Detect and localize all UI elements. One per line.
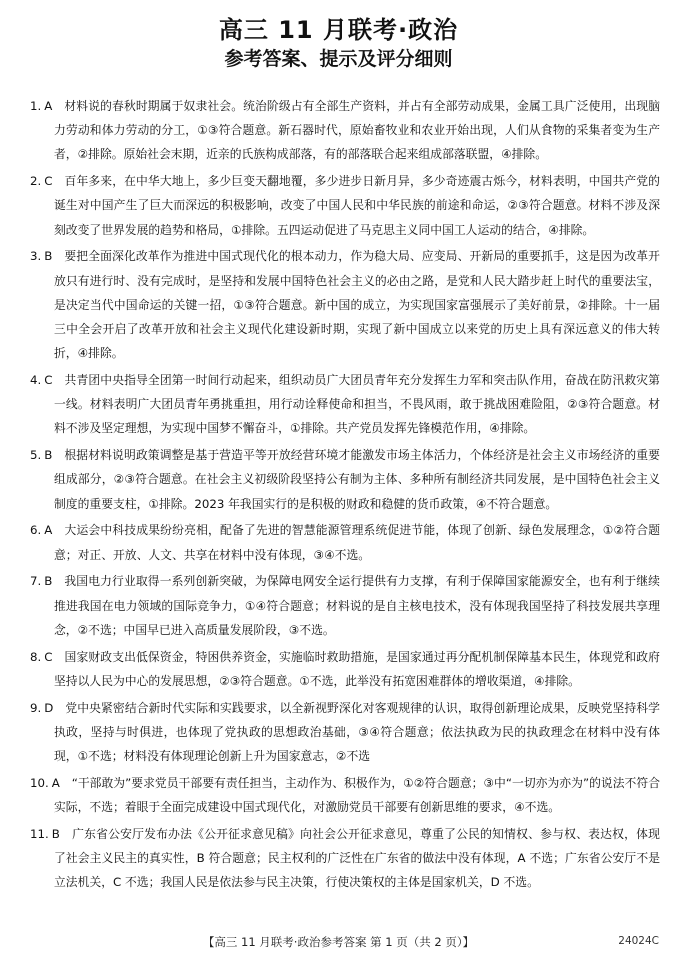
answer-explanation: 广东省公安厅发布办法《公开征求意见稿》向社会公开征求意见，尊重了公民的知情权、参与权、表达权，体现了社会主义民主的真实性，B 符合题意；民主权利的广泛性在广东省的做法中没有体现，A 不选；广东省公安厅不是立法机关，C 不选；我国人民是依法参与民主决策，行使决策权的主体是国家机关，D 不选。: [54, 826, 660, 890]
document-code: 24024C: [618, 935, 659, 947]
page-title: 高三 11 月联考·政治: [218, 16, 459, 44]
answer-item: [30, 771, 660, 819]
question-number: 5.: [30, 448, 42, 463]
question-number: 9.: [30, 700, 42, 715]
answer-explanation: 党中央紧密结合新时代实际和实践要求，以全新视野深化对客观规律的认识，取得创新理论成果，反映党坚持科学执政，坚持与时俱进，也体现了党执政的思想政治基础，③④符合题意；依法执政为民的执政理念在材料中没有体现，①不选；材料没有体现理论创新上升为国家意志，②不选: [54, 700, 660, 764]
answer-choice: C: [44, 174, 53, 189]
answer-explanation: 国家财政支出低保资金，特困供养资金，实施临时救助措施，是国家通过再分配机制保障基本民生，体现党和政府坚持以人民为中心的发展思想，②③符合题意。①不选，此举没有拓宽困难群体的增收渠道，④排除。: [54, 649, 660, 688]
question-number: 1.: [30, 99, 42, 113]
question-number: 8.: [30, 649, 42, 664]
page-subtitle: 参考答案、提示及评分细则: [224, 48, 453, 70]
answer-choice: B: [44, 574, 53, 589]
answer-item: [30, 822, 660, 895]
answer-choice: B: [51, 826, 60, 841]
answer-choice: C: [44, 649, 53, 664]
page-footer: 【高三 11 月联考·政治参考答案 第 1 页（共 2 页）】: [202, 935, 475, 949]
answer-item: [30, 518, 660, 566]
answer-item: [30, 696, 660, 769]
answers-list: [30, 94, 660, 897]
question-number: 10.: [30, 775, 49, 790]
answer-explanation: 我国电力行业取得一系列创新突破，为保障电网安全运行提供有力支撑，有利于保障国家能源安全，也有利于继续推进我国在电力领域的国际竞争力，①④符合题意；材料说的是自主核电技术，没有体现我国坚持了科技发展共享理念，②不选；中国早已进入高质量发展阶段，③不选。: [54, 574, 660, 637]
answer-choice: A: [51, 775, 60, 790]
answer-choice: B: [44, 249, 53, 264]
answer-item: [30, 94, 660, 167]
answer-item: [30, 169, 660, 242]
answer-explanation: 大运会中科技成果纷纷亮相，配备了先进的智慧能源管理系统促进节能，体现了创新、绿色发展理念，①②符合题意；对正、开放、人文、共享在材料中没有体现，③④不选。: [54, 523, 660, 562]
answer-item: [30, 645, 660, 693]
answer-explanation: 要把全面深化改革作为推进中国式现代化的根本动力，作为稳大局、应变局、开新局的重要抓手，这是因为改革开放只有进行时、没有完成时，是坚持和发展中国特色社会主义的必由之路，是党和人民大踏步赶上时代的重要法宝，是决定当代中国命运的关键一招，①③符合题意。新中国的成立，为实现国家富强展示了美好前景，②排除。十一届三中全会开启了改革开放和社会主义现代化建设新时期，实现了新中国成立以来党的历史上具有深远意义的伟大转折，④排除。: [54, 249, 660, 361]
answer-explanation: 根据材料说明政策调整是基于营造平等开放经营环境才能激发市场主体活力，个体经济是社会主义市场经济的重要组成部分，②③符合题意。在社会主义初级阶段坚持公有制为主体、多种所有制经济共同发展，是中国特色社会主义制度的重要支柱，①排除。2023 年我国实行的是积极的财政和稳健的货币政策，④不符合题意。: [54, 448, 660, 511]
answer-choice: C: [44, 373, 53, 388]
question-number: 11.: [30, 826, 49, 841]
answer-item: [30, 368, 660, 441]
answer-choice: B: [44, 448, 53, 463]
answer-explanation: “干部敢为”要求党员干部要有责任担当，主动作为、积极作为，①②符合题意；③中“一切亦为亦为”的说法不符合实际，不选；着眼于全面完成建设中国式现代化，对激励党员干部要有创新思维的要求，④不选。: [54, 775, 660, 815]
question-number: 6.: [30, 523, 42, 538]
answer-item: [30, 569, 660, 642]
answer-choice: A: [44, 99, 53, 113]
answer-choice: A: [44, 523, 53, 538]
question-number: 4.: [30, 373, 42, 388]
question-number: 2.: [30, 174, 42, 189]
answer-explanation: 材料说的春秋时期属于奴隶社会。统治阶级占有全部生产资料，并占有全部劳动成果，金属工具广泛使用，出现脑力劳动和体力劳动的分工，①③符合题意。新石器时代，原始畜牧业和农业开始出现，人们从食物的采集者变为生产者，②排除。原始社会末期，近亲的氏族构成部落，有的部落联合起来组成部落联盟，④排除。: [54, 99, 660, 162]
answer-item: [30, 443, 660, 516]
question-number: 7.: [30, 574, 42, 589]
answer-item: [30, 244, 660, 365]
question-number: 3.: [30, 249, 42, 264]
answer-explanation: 共青团中央指导全团第一时间行动起来，组织动员广大团员青年充分发挥生力军和突击队作用，奋战在防汛救灾第一线。材料表明广大团员青年勇挑重担，用行动诠释使命和担当，不畏风雨，敢于挑战困难险阻，②③符合题意。材料不涉及坚定理想，为实现中国梦不懈奋斗，①排除。共产党员发挥先锋模范作用，④排除。: [54, 373, 660, 436]
answer-choice: D: [44, 700, 54, 715]
answer-explanation: 百年多来，在中华大地上，多少巨变天翻地覆，多少进步日新月异，多少奇迹震古烁今，材料表明，中国共产党的诞生对中国产生了巨大而深远的积极影响，改变了中国人民和中华民族的前途和命运，②③符合题意。材料不涉及深刻改变了世界发展的趋势和格局，①排除。五四运动促进了马克思主义同中国工人运动的结合，④排除。: [54, 174, 660, 237]
